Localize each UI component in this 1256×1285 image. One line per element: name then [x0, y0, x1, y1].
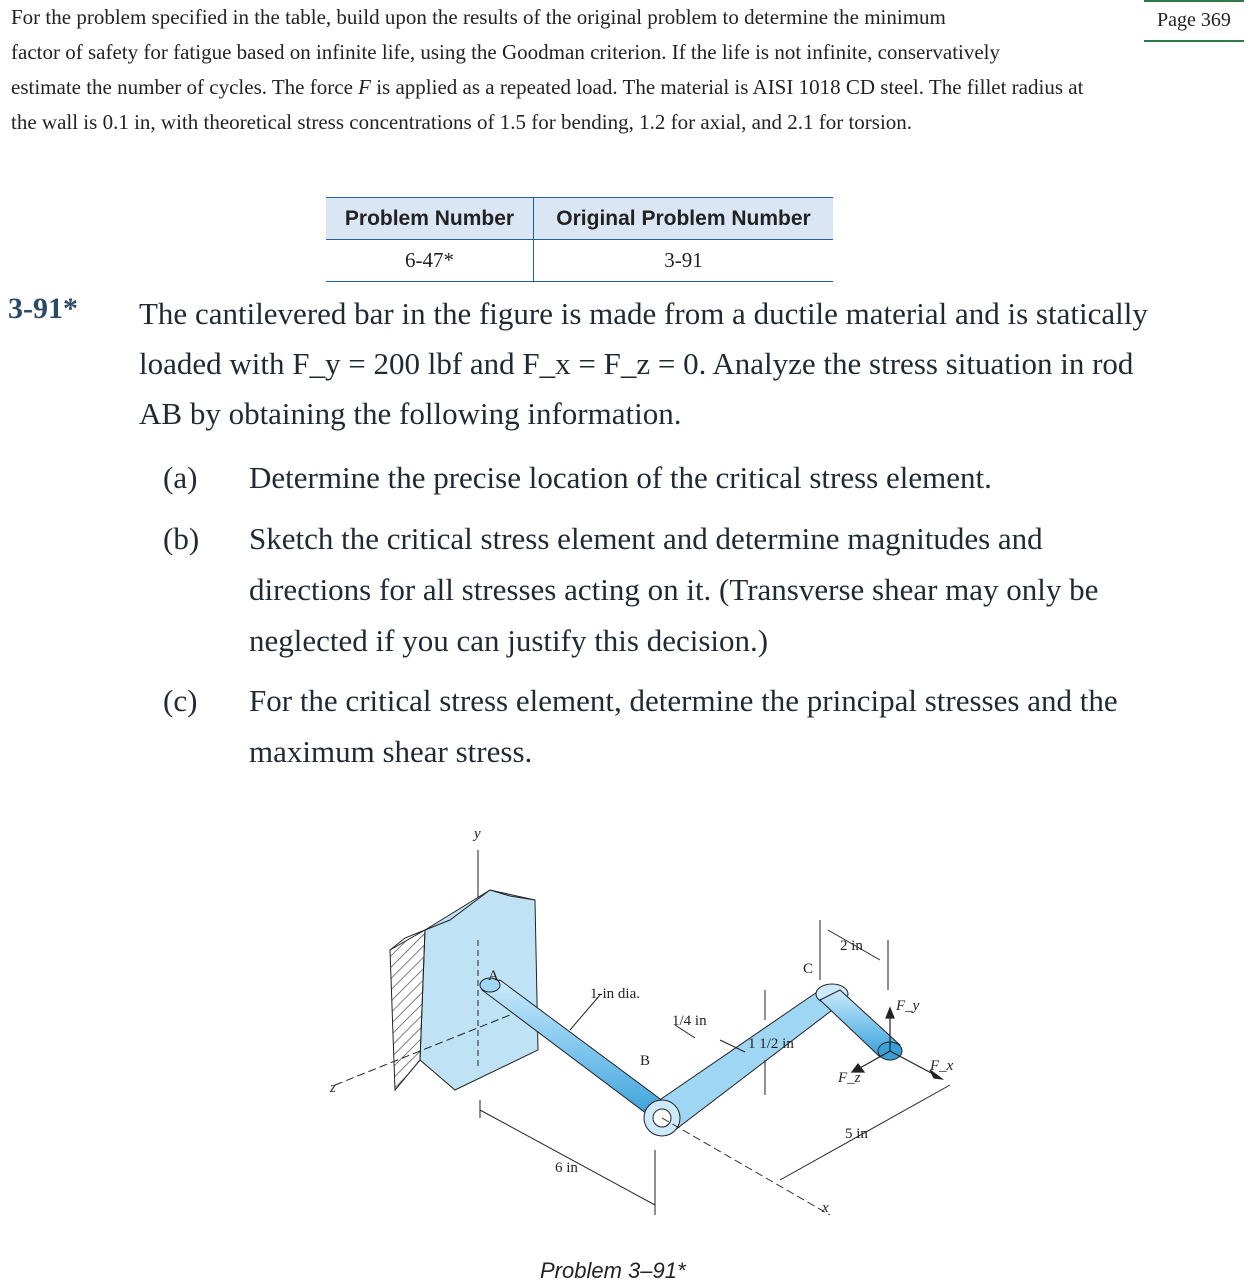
intro-line-2: factor of safety for fatigue based on infinite life, using the Goodman criterion. If the life is not infinite, conservatively: [11, 40, 1001, 64]
part-b-line-3: neglected if you can justify this decision.): [249, 623, 769, 658]
label-a: A: [488, 968, 499, 984]
problem-number: 3-91*: [8, 292, 78, 325]
label-six-in: 6 in: [555, 1160, 578, 1176]
label-five-in: 5 in: [845, 1126, 868, 1142]
part-c-line-2: maximum shear stress.: [249, 734, 533, 769]
table-header-problem-number: Problem Number: [326, 198, 534, 240]
intro-line-1: For the problem specified in the table, build upon the results of the original problem to determine the minimum: [11, 5, 946, 29]
intro-line-3: estimate the number of cycles. The force F is applied as a repeated load. The material is AISI 1018 CD steel. The fillet radius at: [11, 75, 1084, 99]
table-header-original-problem: Original Problem Number: [534, 198, 834, 240]
problem-statement: [139, 289, 1254, 439]
cantilever-figure: [300, 820, 1000, 1240]
problem-line-3: AB by obtaining the following information.: [139, 396, 682, 431]
label-y: y: [474, 826, 481, 842]
part-c: [163, 675, 1253, 785]
table-row: [326, 240, 833, 282]
part-c-line-1: For the critical stress element, determine the principal stresses and the: [249, 683, 1118, 718]
label-quarter-in: 1/4 in: [672, 1013, 707, 1029]
label-b: B: [640, 1053, 651, 1069]
label-x: x: [822, 1200, 829, 1216]
part-b-line-1: Sketch the critical stress element and determine magnitudes and: [249, 521, 1043, 556]
label-c: C: [803, 961, 814, 977]
label-fz: F_z: [838, 1070, 861, 1086]
label-fx: F_x: [930, 1058, 954, 1074]
part-c-label: (c): [163, 683, 198, 718]
part-a: [163, 452, 1253, 512]
label-fy: F_y: [896, 998, 920, 1014]
intro-line-4: the wall is 0.1 in, with theoretical stress concentrations of 1.5 for bending, 1.2 for axial, and 2.1 for torsion.: [11, 110, 913, 134]
link-bc: [644, 984, 848, 1136]
problem-table: [326, 197, 833, 282]
label-z: z: [330, 1080, 336, 1096]
label-two-in: 2 in: [840, 938, 863, 954]
wall: [390, 890, 538, 1090]
label-dia: 1-in dia.: [590, 986, 640, 1002]
table-cell-problem-number: 6-47*: [326, 240, 534, 282]
part-a-line-1: Determine the precise location of the critical stress element.: [249, 460, 992, 495]
table-cell-original-problem: 3-91: [534, 240, 834, 282]
page-label: Page 369: [1144, 0, 1244, 42]
part-a-label: (a): [163, 460, 198, 495]
part-b-label: (b): [163, 521, 200, 556]
part-b: [163, 513, 1253, 673]
label-one-and-half-in: 1 1/2 in: [748, 1036, 794, 1052]
problem-line-1: The cantilevered bar in the figure is made from a ductile material and is statically: [139, 296, 1148, 331]
intro-paragraph: [11, 0, 1243, 140]
part-b-line-2: directions for all stresses acting on it. (Transverse shear may only be: [249, 572, 1099, 607]
figure-caption: Problem 3–91*: [540, 1258, 686, 1283]
problem-line-2: loaded with F_y = 200 lbf and F_x = F_z = 0. Analyze the stress situation in rod: [139, 346, 1134, 381]
